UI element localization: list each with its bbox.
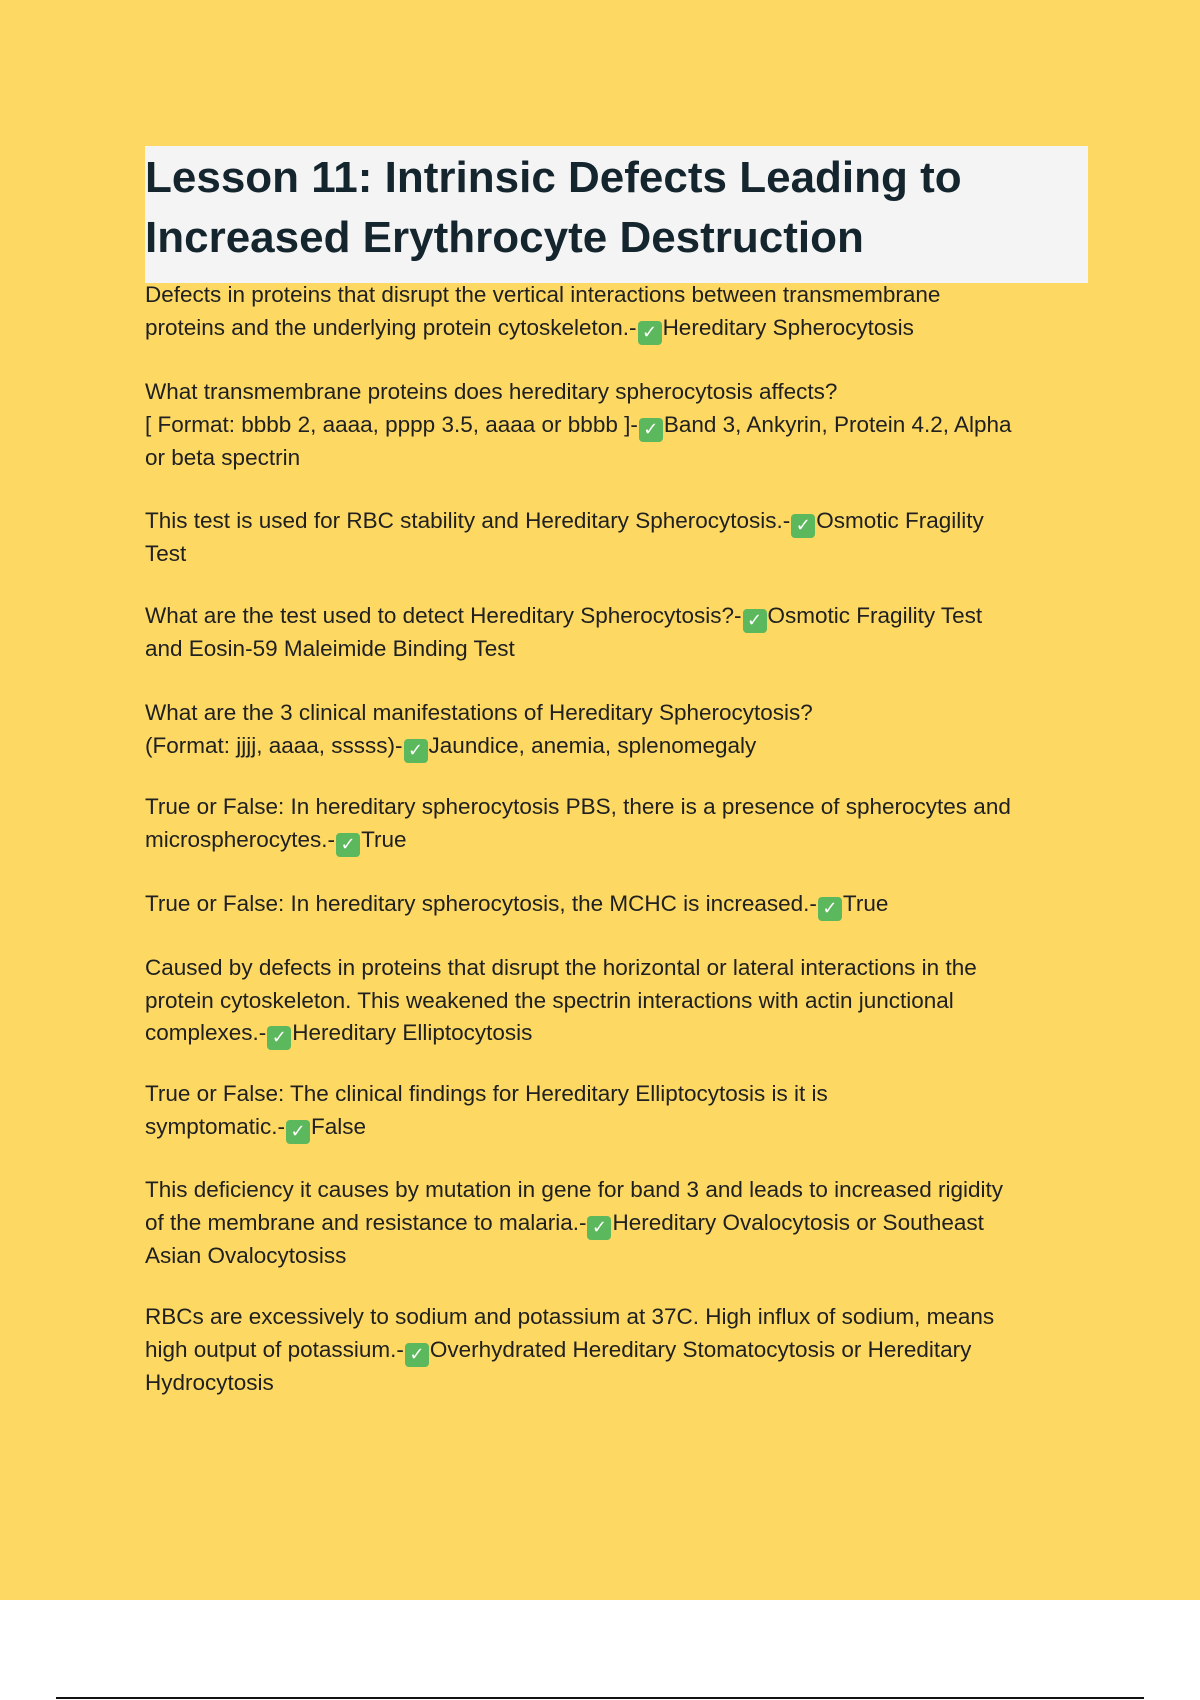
qa-item xyxy=(145,376,1095,474)
qa-line xyxy=(145,538,1095,571)
qa-answer: Hereditary Elliptocytosis xyxy=(292,1020,533,1045)
qa-line xyxy=(145,600,1095,633)
qa-item xyxy=(145,791,1095,857)
title-box xyxy=(145,146,1088,283)
qa-text: high output of potassium.- xyxy=(145,1336,404,1362)
qa-line xyxy=(145,985,1095,1018)
qa-item xyxy=(145,1301,1095,1399)
qa-text: of the membrane and resistance to malaria.- xyxy=(145,1209,587,1235)
title-line-1: Lesson 11: Intrinsic Defects Leading to xyxy=(145,153,962,202)
qa-text: What are the test used to detect Hereditary Spherocytosis?- xyxy=(145,603,742,628)
qa-item xyxy=(145,697,1095,763)
qa-text: This deficiency it causes by mutation in gene for band 3 and leads to increased rigidity xyxy=(145,1177,1003,1202)
check-mark-icon: ✓ xyxy=(743,609,767,633)
title-line-2: Increased Erythrocyte Destruction xyxy=(145,213,864,262)
qa-item xyxy=(145,1078,1095,1144)
check-mark-icon: ✓ xyxy=(638,321,662,345)
check-mark-icon: ✓ xyxy=(404,739,428,763)
qa-text: True or False: In hereditary spherocytosis PBS, there is a presence of spherocytes and xyxy=(145,794,1011,819)
check-mark-icon: ✓ xyxy=(405,1343,429,1367)
qa-item xyxy=(145,600,1095,666)
qa-answer: True xyxy=(842,891,889,916)
qa-line xyxy=(145,697,1095,730)
qa-line xyxy=(145,1240,1095,1273)
qa-answer: Band 3, Ankyrin, Protein 4.2, Alpha xyxy=(663,411,1012,437)
qa-line xyxy=(145,442,1095,475)
qa-item xyxy=(145,505,1095,571)
check-mark-icon: ✓ xyxy=(587,1216,611,1240)
check-mark-icon: ✓ xyxy=(818,897,842,921)
qa-text: True or False: The clinical findings for Hereditary Elliptocytosis is it is xyxy=(145,1081,828,1106)
qa-text: RBCs are excessively to sodium and potassium at 37C. High influx of sodium, means xyxy=(145,1304,995,1329)
qa-text: (Format: jjjj, aaaa, sssss)- xyxy=(145,732,403,758)
qa-text: Hydrocytosis xyxy=(145,1369,274,1395)
qa-text: What transmembrane proteins does hereditary spherocytosis affects? xyxy=(145,379,838,404)
check-mark-icon: ✓ xyxy=(286,1120,310,1144)
qa-line xyxy=(145,312,1095,345)
check-mark-icon: ✓ xyxy=(267,1026,291,1050)
qa-line xyxy=(145,824,1095,857)
qa-text: [ Format: bbbb 2, aaaa, pppp 3.5, aaaa or bbbb ]- xyxy=(145,411,638,437)
check-mark-icon: ✓ xyxy=(791,514,815,538)
qa-line xyxy=(145,1334,1095,1367)
qa-text: True or False: In hereditary spherocytosis, the MCHC is increased.- xyxy=(145,891,817,916)
qa-text: or beta spectrin xyxy=(145,444,301,470)
qa-line xyxy=(145,791,1095,824)
qa-line xyxy=(145,1017,1095,1050)
qa-answer: Overhydrated Hereditary Stomatocytosis or Hereditary xyxy=(429,1336,972,1362)
footer-divider xyxy=(56,1697,1144,1699)
qa-answer: False xyxy=(311,1113,367,1139)
qa-item xyxy=(145,1174,1095,1272)
qa-answer: Osmotic Fragility xyxy=(816,508,984,533)
page-title xyxy=(145,148,962,268)
qa-answer: Hereditary Ovalocytosis or Southeast xyxy=(612,1209,984,1235)
qa-text: and Eosin-59 Maleimide Binding Test xyxy=(145,636,515,661)
qa-line xyxy=(145,1111,1095,1144)
qa-item xyxy=(145,279,1095,345)
check-mark-icon: ✓ xyxy=(336,833,360,857)
qa-text: Defects in proteins that disrupt the vertical interactions between transmembrane xyxy=(145,282,941,307)
qa-answer: Hereditary Spherocytosis xyxy=(662,314,914,340)
qa-text: microspherocytes.- xyxy=(145,826,336,852)
qa-line xyxy=(145,952,1095,985)
qa-line xyxy=(145,1207,1095,1240)
qa-line xyxy=(145,888,1095,921)
qa-line xyxy=(145,1174,1095,1207)
qa-line xyxy=(145,1367,1095,1400)
qa-line xyxy=(145,279,1095,312)
qa-text: Asian Ovalocytosiss xyxy=(145,1242,347,1268)
qa-line xyxy=(145,1301,1095,1334)
qa-item xyxy=(145,952,1095,1050)
qa-text: Caused by defects in proteins that disrupt the horizontal or lateral interactions in the xyxy=(145,955,977,980)
qa-line xyxy=(145,633,1095,666)
qa-line xyxy=(145,376,1095,409)
qa-answer: Osmotic Fragility Test xyxy=(767,603,983,628)
qa-line xyxy=(145,409,1095,442)
qa-line xyxy=(145,505,1095,538)
qa-text: This test is used for RBC stability and Hereditary Spherocytosis.- xyxy=(145,508,791,533)
qa-text: What are the 3 clinical manifestations of Hereditary Spherocytosis? xyxy=(145,700,813,725)
qa-text: complexes.- xyxy=(145,1020,267,1045)
qa-line xyxy=(145,730,1095,763)
qa-text: protein cytoskeleton. This weakened the spectrin interactions with actin junctional xyxy=(145,987,954,1013)
qa-text: proteins and the underlying protein cytoskeleton.- xyxy=(145,314,637,340)
qa-line xyxy=(145,1078,1095,1111)
qa-answer: True xyxy=(361,826,407,852)
qa-item xyxy=(145,888,1095,921)
check-mark-icon: ✓ xyxy=(639,418,663,442)
qa-text: symptomatic.- xyxy=(145,1113,286,1139)
qa-text: Test xyxy=(145,541,187,566)
qa-answer: Jaundice, anemia, splenomegaly xyxy=(428,732,757,758)
